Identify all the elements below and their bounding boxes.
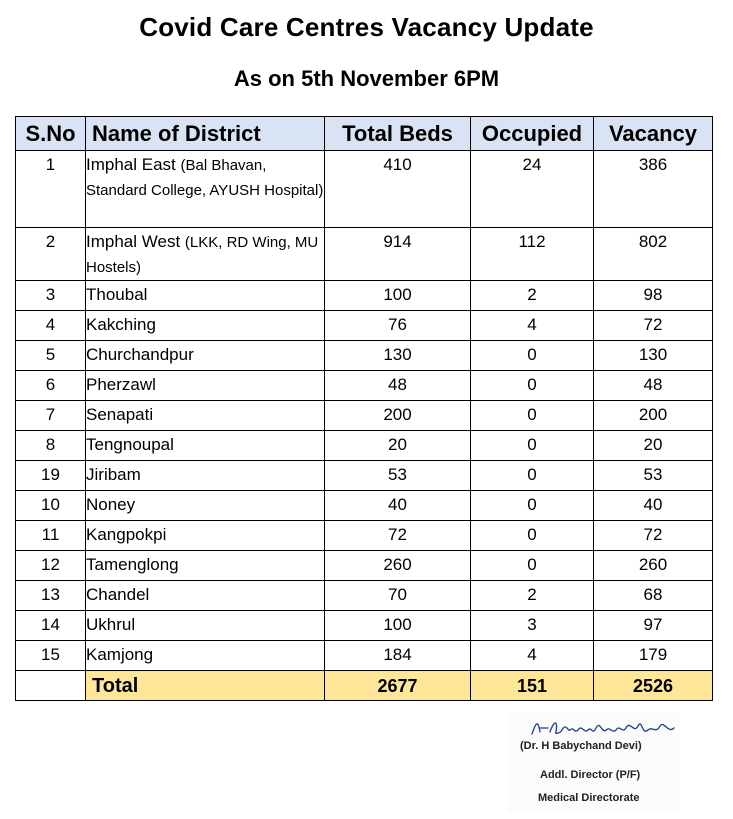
occupied-cell: 2 [471, 281, 594, 311]
district-cell [86, 521, 325, 551]
table-row [16, 281, 713, 311]
total-beds-cell: 200 [325, 401, 471, 431]
district-name: Tamenglong [86, 555, 179, 574]
district-name: Pherzawl [86, 375, 156, 394]
occupied-cell: 0 [471, 431, 594, 461]
table-row [16, 551, 713, 581]
signatory-name: (Dr. H Babychand Devi) [520, 740, 642, 752]
vacancy-cell: 98 [594, 281, 713, 311]
total-beds-cell: 260 [325, 551, 471, 581]
table-row [16, 228, 713, 281]
district-name: Jiribam [86, 465, 141, 484]
header-sno: S.No [16, 117, 86, 151]
district-centres-detail: (Bal Bhavan, Standard College, AYUSH Hospital) [86, 157, 324, 199]
occupied-cell: 2 [471, 581, 594, 611]
district-cell [86, 551, 325, 581]
district-cell [86, 311, 325, 341]
vacancy-cell: 386 [594, 151, 713, 228]
district-centres-detail: (LKK, RD Wing, MU Hostels) [86, 234, 319, 276]
vacancy-cell: 72 [594, 521, 713, 551]
occupied-cell: 0 [471, 401, 594, 431]
sno-cell: 4 [16, 311, 86, 341]
sno-cell: 7 [16, 401, 86, 431]
page-subtitle: As on 5th November 6PM [233, 66, 500, 91]
sno-cell: 10 [16, 491, 86, 521]
occupied-cell: 0 [471, 551, 594, 581]
district-cell [86, 341, 325, 371]
total-beds-cell: 53 [325, 461, 471, 491]
signatory-department: Medical Directorate [538, 792, 640, 804]
header-total-beds: Total Beds [325, 117, 471, 151]
vacancy-cell: 200 [594, 401, 713, 431]
table-row [16, 491, 713, 521]
table-row [16, 371, 713, 401]
district-name: Churchandpur [86, 345, 194, 364]
total-row [16, 671, 713, 701]
total-beds-cell: 130 [325, 341, 471, 371]
total-beds-cell: 184 [325, 641, 471, 671]
table-header-row [16, 117, 713, 151]
total-vacancy-value: 2526 [594, 671, 713, 701]
district-cell [86, 228, 325, 281]
handwritten-signature [530, 716, 678, 740]
total-beds-cell: 20 [325, 431, 471, 461]
district-cell [86, 581, 325, 611]
total-beds-value: 2677 [325, 671, 471, 701]
sno-cell: 12 [16, 551, 86, 581]
occupied-cell: 24 [471, 151, 594, 228]
district-name: Kangpokpi [86, 525, 167, 544]
table-row [16, 461, 713, 491]
vacancy-cell: 72 [594, 311, 713, 341]
district-name: Noney [86, 495, 136, 514]
signatory-designation: Addl. Director (P/F) [540, 769, 641, 781]
table-row [16, 641, 713, 671]
occupied-cell: 0 [471, 461, 594, 491]
occupied-cell: 0 [471, 521, 594, 551]
total-beds-cell: 410 [325, 151, 471, 228]
total-occupied-value: 151 [471, 671, 594, 701]
sno-cell: 13 [16, 581, 86, 611]
vacancy-table [15, 116, 713, 701]
table-row [16, 151, 713, 228]
district-name: Imphal West [86, 232, 181, 251]
district-name: Tengnoupal [86, 435, 174, 454]
vacancy-cell: 53 [594, 461, 713, 491]
total-beds-cell: 70 [325, 581, 471, 611]
occupied-cell: 0 [471, 491, 594, 521]
district-cell [86, 151, 325, 228]
district-name: Senapati [86, 405, 154, 424]
table-row [16, 431, 713, 461]
vacancy-cell: 130 [594, 341, 713, 371]
table-row [16, 401, 713, 431]
page-title: Covid Care Centres Vacancy Update [139, 12, 594, 42]
district-name: Kamjong [86, 645, 154, 664]
occupied-cell: 4 [471, 311, 594, 341]
vacancy-cell: 802 [594, 228, 713, 281]
vacancy-cell: 97 [594, 611, 713, 641]
vacancy-cell: 260 [594, 551, 713, 581]
signature-block [508, 712, 680, 812]
sno-cell: 3 [16, 281, 86, 311]
district-name: Kakching [86, 315, 156, 334]
sno-cell: 11 [16, 521, 86, 551]
occupied-cell: 0 [471, 341, 594, 371]
district-name: Thoubal [86, 285, 148, 304]
total-label: Total [86, 671, 325, 701]
district-cell [86, 281, 325, 311]
district-cell [86, 611, 325, 641]
vacancy-cell: 40 [594, 491, 713, 521]
table-row [16, 521, 713, 551]
district-cell [86, 371, 325, 401]
total-sno-cell [16, 671, 86, 701]
vacancy-cell: 179 [594, 641, 713, 671]
sno-cell: 14 [16, 611, 86, 641]
sno-cell: 1 [16, 151, 86, 228]
total-beds-cell: 72 [325, 521, 471, 551]
table-row [16, 311, 713, 341]
district-cell [86, 461, 325, 491]
district-cell [86, 491, 325, 521]
district-cell [86, 401, 325, 431]
occupied-cell: 3 [471, 611, 594, 641]
total-beds-cell: 100 [325, 281, 471, 311]
occupied-cell: 0 [471, 371, 594, 401]
total-beds-cell: 914 [325, 228, 471, 281]
vacancy-cell: 48 [594, 371, 713, 401]
table-row [16, 341, 713, 371]
sno-cell: 15 [16, 641, 86, 671]
table-row [16, 581, 713, 611]
district-cell [86, 641, 325, 671]
header-district: Name of District [86, 117, 325, 151]
sno-cell: 2 [16, 228, 86, 281]
district-name: Ukhrul [86, 615, 136, 634]
total-beds-cell: 40 [325, 491, 471, 521]
district-name: Imphal East [86, 155, 176, 174]
total-beds-cell: 76 [325, 311, 471, 341]
sno-cell: 5 [16, 341, 86, 371]
vacancy-cell: 20 [594, 431, 713, 461]
sno-cell: 19 [16, 461, 86, 491]
total-beds-cell: 48 [325, 371, 471, 401]
district-cell [86, 431, 325, 461]
header-vacancy: Vacancy [594, 117, 713, 151]
occupied-cell: 112 [471, 228, 594, 281]
header-occupied: Occupied [471, 117, 594, 151]
sno-cell: 6 [16, 371, 86, 401]
vacancy-cell: 68 [594, 581, 713, 611]
total-beds-cell: 100 [325, 611, 471, 641]
table-row [16, 611, 713, 641]
district-name: Chandel [86, 585, 150, 604]
sno-cell: 8 [16, 431, 86, 461]
occupied-cell: 4 [471, 641, 594, 671]
